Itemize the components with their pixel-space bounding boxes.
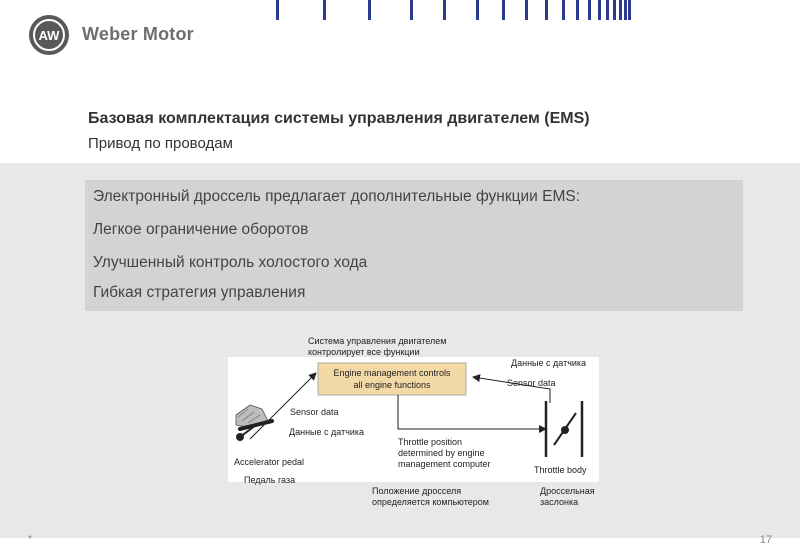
annotation-pedal: Педаль газа: [244, 475, 296, 485]
weber-logo-icon: [28, 14, 70, 56]
slide-title: Базовая комплектация системы управления двигателем (EMS): [88, 110, 590, 127]
annotation-sensor-right: Данные с датчика: [511, 358, 587, 368]
page-number: 17: [759, 534, 772, 546]
throttle-control-line: [398, 395, 546, 429]
throttle-body-label: Throttle body: [534, 465, 587, 475]
engine-box-line2: all engine functions: [353, 380, 431, 390]
throttle-body-icon: [546, 401, 582, 457]
throttle-position-line2: determined by engine: [398, 448, 485, 458]
sensor-data-right-label: Sensor data: [507, 378, 556, 388]
accelerator-pedal-label: Accelerator pedal: [234, 457, 305, 467]
feature-item: Легкое ограничение оборотов: [93, 221, 309, 238]
footer-marker: *: [28, 534, 32, 545]
drive-by-wire-diagram: [228, 357, 599, 482]
features-box: [85, 180, 743, 311]
sensor-data-left-label: Sensor data: [290, 407, 339, 417]
engine-box-line1: Engine management controls: [333, 368, 451, 378]
throttle-position-line1: Throttle position: [398, 437, 463, 447]
slide-subtitle: Привод по проводам: [88, 135, 233, 152]
annotation-throttle-body: Дроссельная заслонка: [540, 486, 595, 507]
header-decor-bars: [270, 0, 800, 20]
logo-letters: AW: [38, 28, 60, 43]
features-heading: Электронный дроссель предлагает дополнительные функции EMS:: [93, 188, 581, 205]
annotation-sensor-left: Данные с датчика: [289, 427, 365, 437]
annotation-throttle-position: Положение дросселя определяется компьютером: [372, 486, 489, 507]
feature-item: Улучшенный контроль холостого хода: [93, 254, 368, 271]
feature-item: Гибкая стратегия управления: [93, 284, 306, 301]
annotation-ems: Система управления двигателем контролирует все функции: [308, 336, 447, 357]
brand-name: Weber Motor: [82, 24, 194, 44]
throttle-position-line3: management computer: [398, 459, 491, 469]
